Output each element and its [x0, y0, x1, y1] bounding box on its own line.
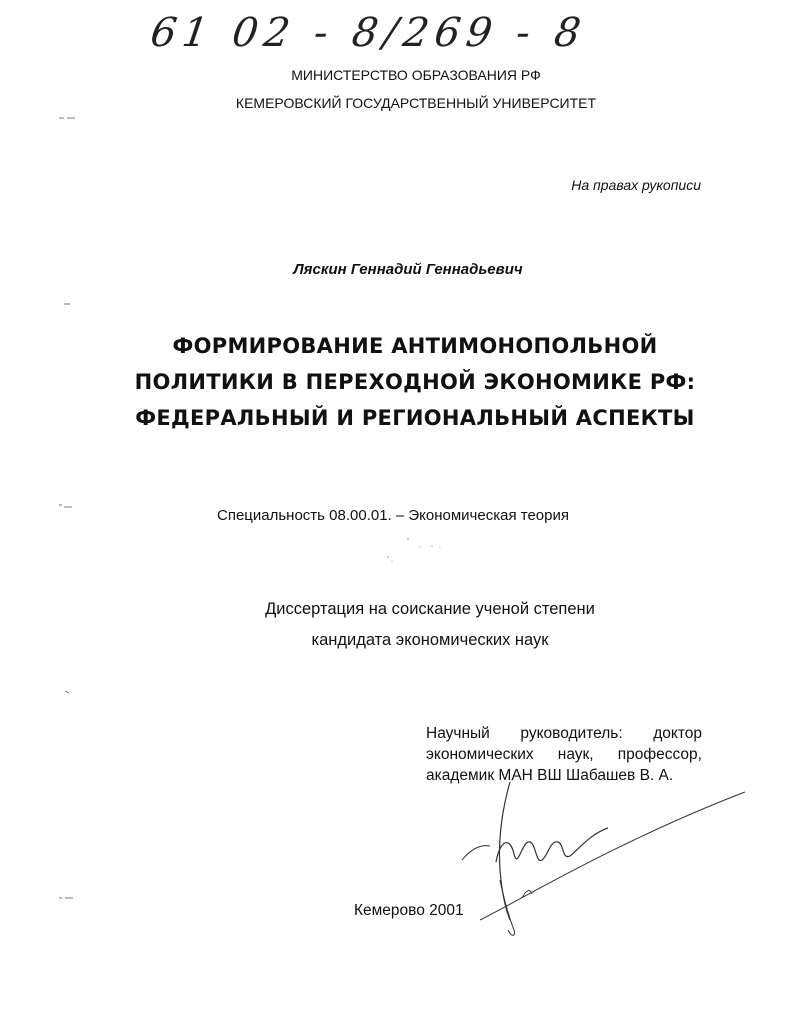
- title-line-1: ФОРМИРОВАНИЕ АНТИМОНОПОЛЬНОЙ: [172, 334, 658, 358]
- supervisor-word: профессор,: [617, 746, 702, 763]
- ministry-heading: МИНИСТЕРСТВО ОБРАЗОВАНИЯ РФ: [291, 67, 541, 83]
- title-line-2: ПОЛИТИКИ В ПЕРЕХОДНОЙ ЭКОНОМИКЕ РФ:: [134, 370, 696, 394]
- dissertation-title: [0, 328, 792, 436]
- specialty-line: Специальность 08.00.01. – Экономическая теория: [217, 507, 569, 524]
- university-heading: КЕМЕРОВСКИЙ ГОСУДАРСТВЕННЫЙ УНИВЕРСИТЕТ: [235, 95, 597, 111]
- margin-scan-mark: [58, 896, 76, 900]
- degree-line-1: Диссертация на соискание ученой степени: [265, 600, 595, 618]
- margin-scan-mark: [58, 504, 76, 508]
- author-name: Ляскин Геннадий Геннадьевич: [293, 261, 523, 278]
- scan-specks: [380, 535, 460, 565]
- supervisor-line-2: [426, 744, 702, 765]
- supervisor-line-1: [426, 723, 702, 744]
- handwritten-catalog-code: 61 02 - 8/269 - 8: [147, 10, 590, 56]
- supervisor-word: доктор: [653, 725, 702, 742]
- degree-line-2: кандидата экономических наук: [311, 631, 549, 649]
- margin-scan-mark: [58, 690, 76, 694]
- city-year: Кемерово 2001: [354, 902, 464, 919]
- supervisor-signature: [440, 770, 760, 940]
- supervisor-word: наук,: [557, 746, 594, 763]
- supervisor-line-3: академик МАН ВШ Шабашев В. А.: [426, 767, 674, 784]
- margin-scan-mark: [58, 116, 76, 120]
- supervisor-word: Научный: [426, 725, 490, 742]
- margin-scan-mark: [58, 302, 76, 306]
- supervisor-word: экономических: [426, 746, 534, 763]
- supervisor-word: руководитель:: [520, 725, 623, 742]
- title-line-3: ФЕДЕРАЛЬНЫЙ И РЕГИОНАЛЬНЫЙ АСПЕКТЫ: [135, 406, 695, 430]
- rights-note: На правах рукописи: [571, 177, 701, 193]
- degree-statement: [0, 594, 792, 656]
